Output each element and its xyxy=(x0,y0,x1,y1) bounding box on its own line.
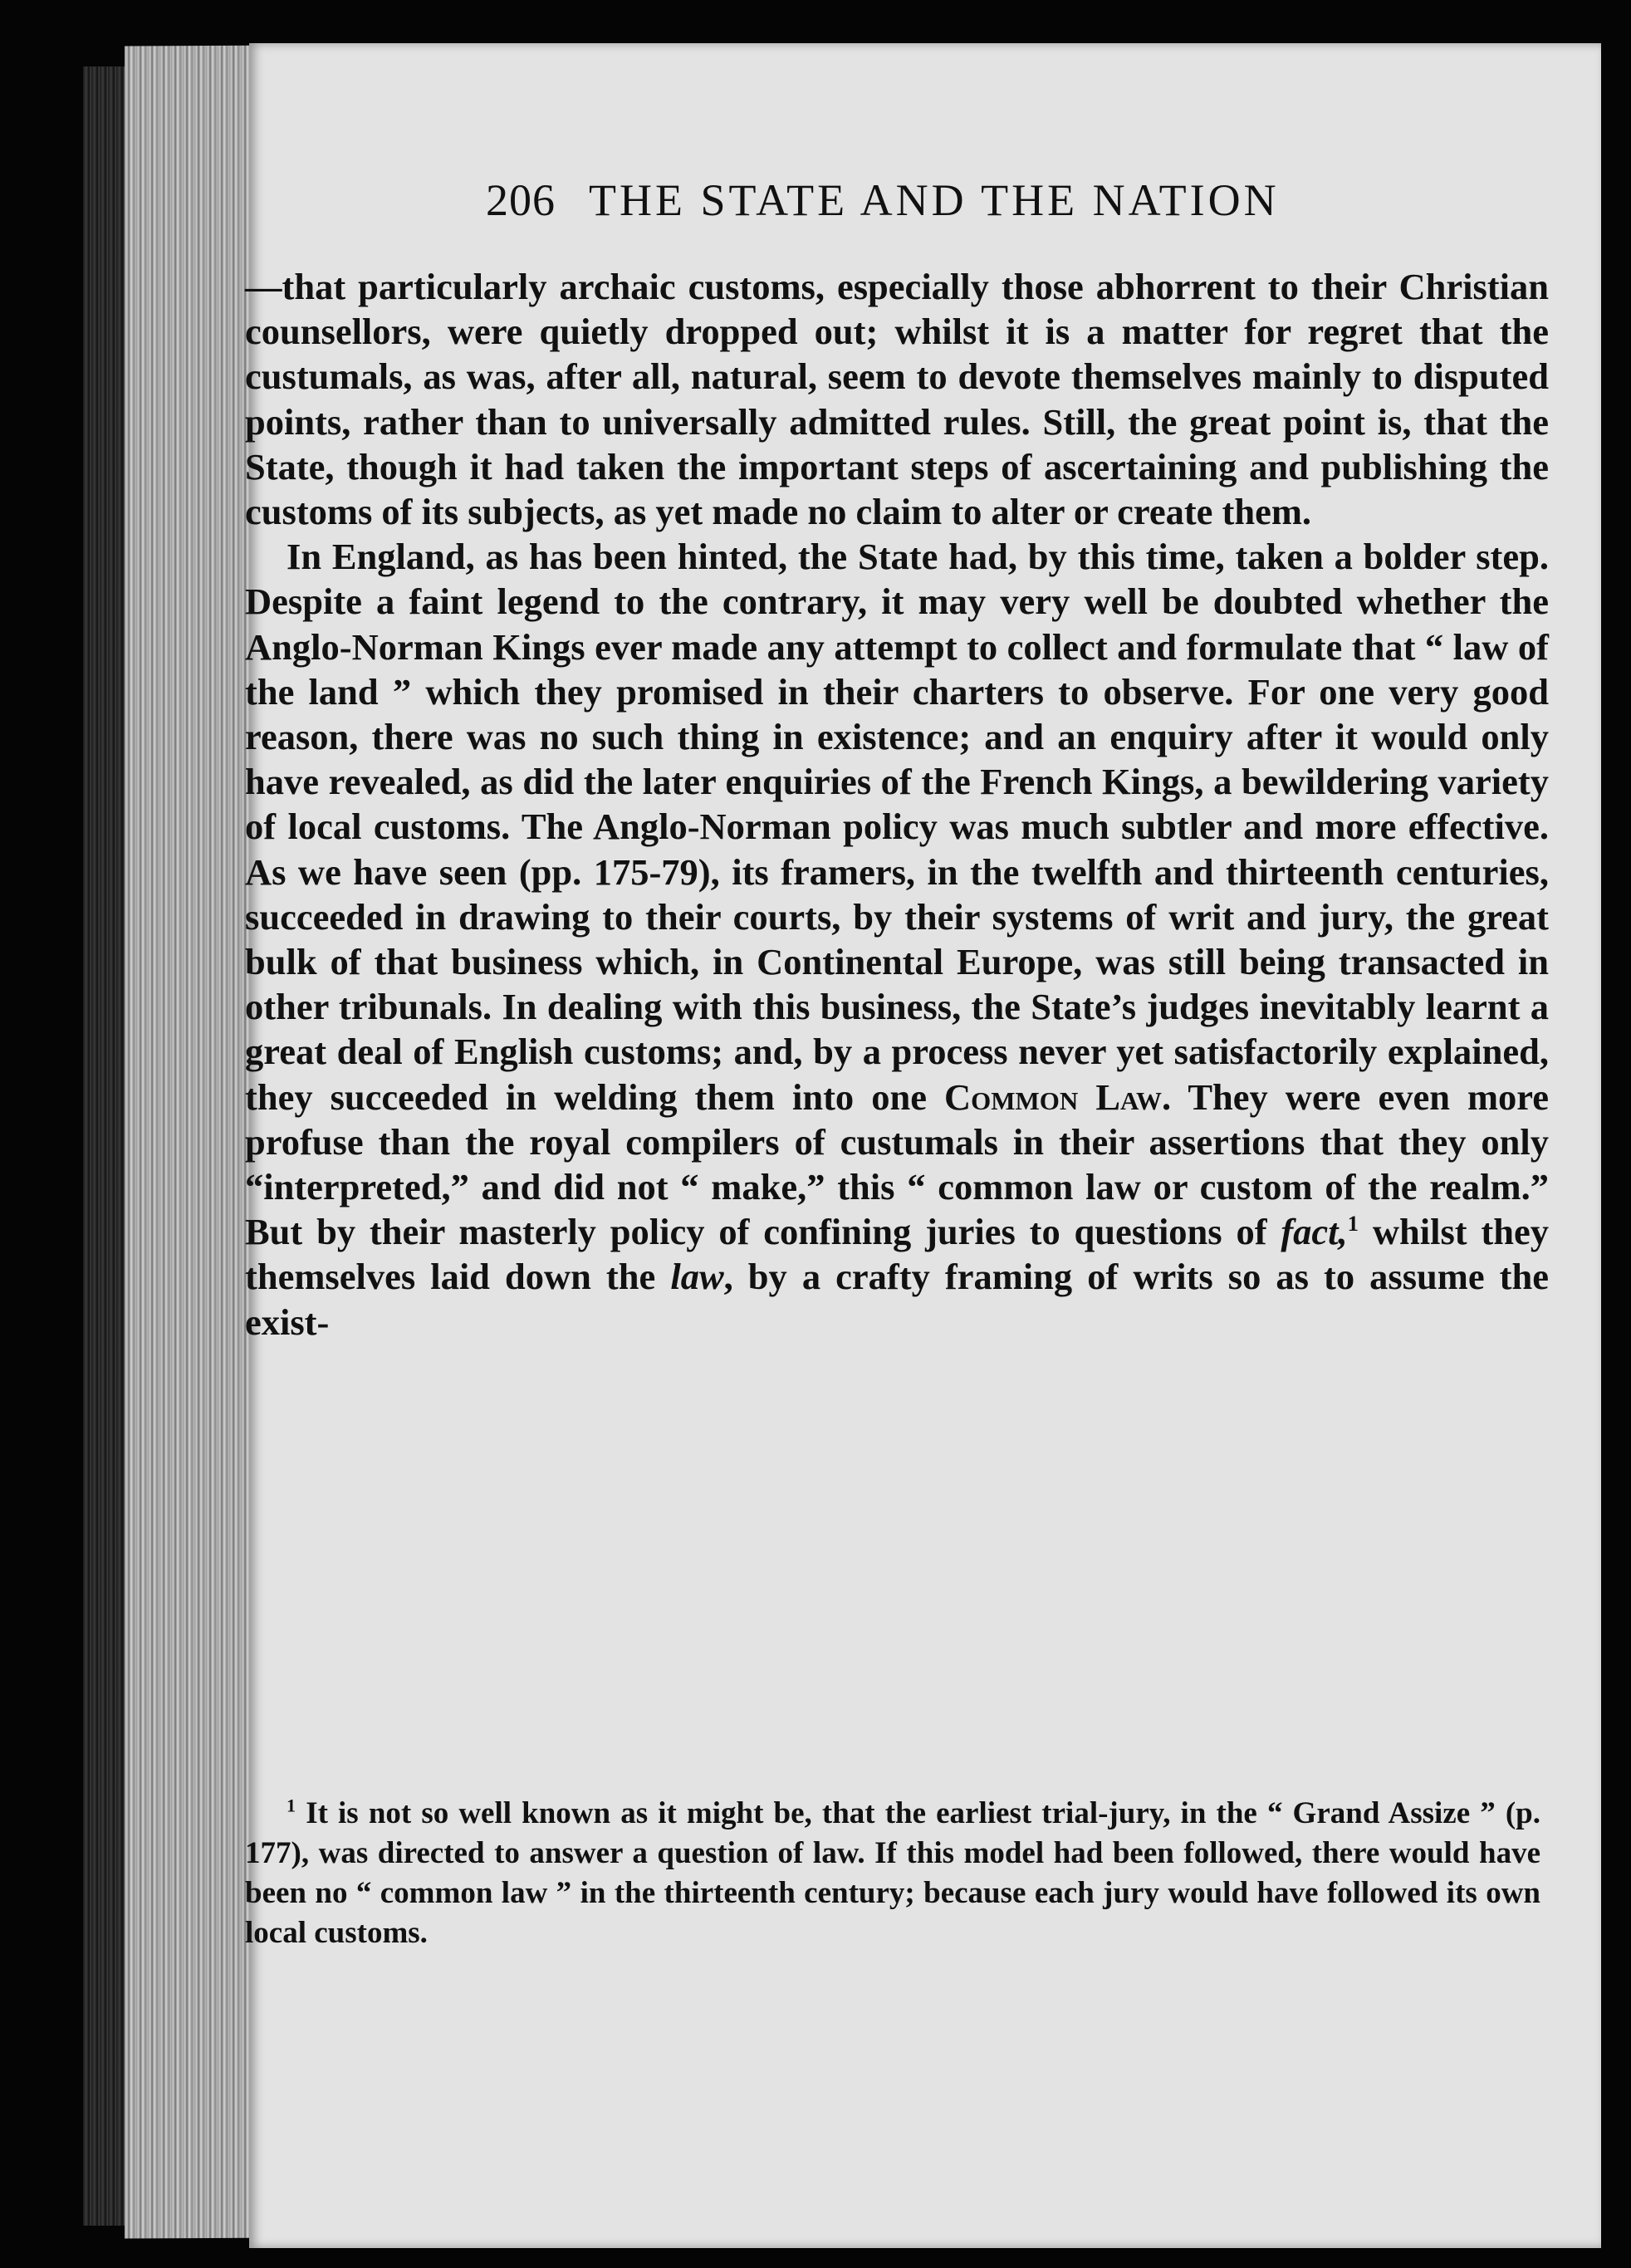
page-header xyxy=(486,174,1549,226)
footnote xyxy=(245,1794,1540,1953)
running-header xyxy=(262,174,1549,234)
paragraph-2-text-c: whilst they themselves laid down the xyxy=(245,1211,1549,1298)
paragraph-2 xyxy=(245,534,1549,1345)
footnote-marker: 1 xyxy=(287,1795,296,1816)
paragraph-2-text-a: In England, as has been hinted, the State had, by this time, taken a bolder step. Despite a faint legend to the contrary, it may very well be doubted whether the Anglo-Norman Kings ever made any attempt to collect and formulate that “ law of the land ” which they promised in their charters to observe. For one very good reason, there was no such thing in existence; and an enquiry after it would only have revealed, as did the later enquiries of the French Kings, a bewildering variety of local customs. The Anglo-Norman policy was much subtler and more effective. As we have seen (pp. 175-79), its framers, in the twelfth and thirteenth centuries, succeeded in drawing to their courts, by their systems of writ and jury, the great bulk of that business which, in Continental Europe, was still being transacted in other tribunals. In dealing with this business, the State’s judges inevitably learnt a great deal of English customs; and, by a process never yet satisfactorily explained, they succeeded in welding them into one xyxy=(245,536,1549,1118)
paragraph-1: —that particularly archaic customs, especially those abhorrent to their Christian counsellors, were quietly dropped out; whilst it is a matter for regret that the custumals, as was, after all, natural, seem to devote themselves mainly to disputed points, rather than to universally admitted rules. Still, the great point is, that the State, though it had taken the important steps of ascertaining and publishing the customs of its subjects, as yet made no claim to alter or create them. xyxy=(245,266,1549,533)
footnote-paragraph xyxy=(245,1794,1540,1953)
fact-italic: fact, xyxy=(1281,1211,1348,1253)
page-number: 206 xyxy=(486,175,556,225)
footnote-text: It is not so well known as it might be, that the earliest trial-jury, in the “ Grand Assize ” (p. 177), was directed to answer a question of law. If this model had been followed, there would have been no “ common law ” in the thirteenth century; because each jury would have followed its own local customs. xyxy=(245,1796,1540,1950)
running-title: THE STATE AND THE NATION xyxy=(589,175,1280,225)
paragraph-2-text-b: . They were even more profuse than the royal compilers of custumals in their assertions that they only “interpreted,” and did not “ make,” this “ common law or custom of the realm.” But by their masterly policy of confining juries to questions of xyxy=(245,1075,1550,1253)
paragraph-2-text-d: , by a crafty framing of writs so as to assume the exist- xyxy=(245,1256,1549,1343)
law-italic: law xyxy=(670,1256,724,1298)
footnote-reference: 1 xyxy=(1347,1211,1359,1237)
common-law-smallcaps: Common Law xyxy=(944,1075,1162,1118)
body-text xyxy=(245,264,1549,1345)
